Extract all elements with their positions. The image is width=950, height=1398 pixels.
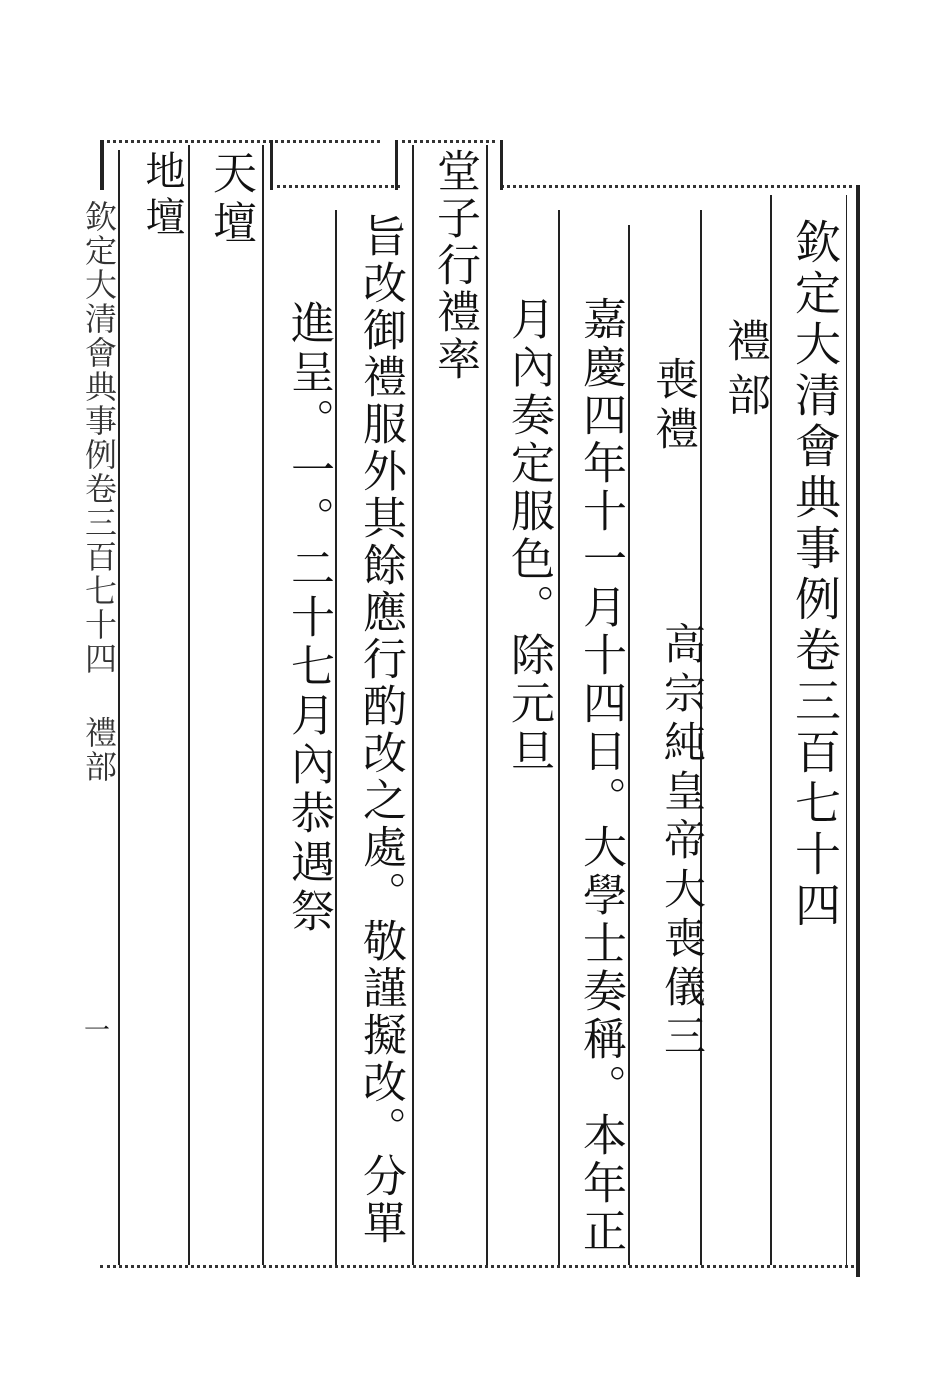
column-rule [486,145,488,1265]
tab-item-diTan: 地壇 [139,150,185,242]
top-border-mid [395,140,495,143]
tab-edge-3 [500,140,503,190]
tab-heading: 堂子行禮率 [429,148,480,383]
tab-edge-1 [270,140,273,190]
body-line-1: 嘉慶四年十一月十四日。大學士奏稱。本年正 [575,296,626,1256]
tab-edge-2 [395,140,398,190]
body-line-3: 旨改御禮服外其餘應行酌改之處。敬謹擬改。分單 [355,213,406,1247]
left-frame-line [100,140,104,190]
body-line-2: 月內奏定服色。除元旦 [503,296,554,776]
top-border-right [500,185,860,188]
column-rule [188,145,190,1265]
top-border-left [100,140,380,143]
page-number: 一 [84,1016,111,1046]
tab-inner-line [270,185,400,188]
book-title: 欽定大清會典事例卷三百七十四 [788,218,842,932]
department-heading: 禮部 [719,318,770,426]
right-frame-line [856,185,860,1277]
subsection-heading: 高宗純皇帝大喪儀三 [658,622,707,1063]
tab-item-tianTan: 天壇 [205,150,256,250]
bottom-border [100,1265,860,1268]
body-line-4: 進呈。一。二十七月內恭遇祭 [283,300,334,937]
column-rule [412,145,414,1265]
margin-text: 欽定大清會典事例卷三百七十四 禮部 [80,200,118,784]
section-heading: 喪禮 [647,356,698,456]
column-rule [262,145,264,1265]
